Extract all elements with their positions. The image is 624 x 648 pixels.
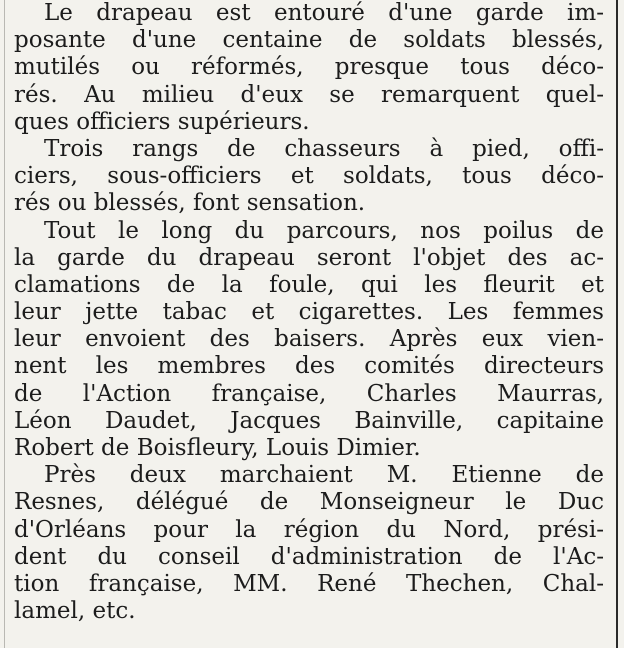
text-line: Tout le long du parcours, nos poilus de <box>44 217 604 244</box>
text-line: ciers, sous-officiers et soldats, tous déco- <box>14 163 604 190</box>
paragraph-guard <box>14 0 604 136</box>
text-line: dent du conseil d'administration de l'Ac- <box>14 543 604 570</box>
article-column <box>14 0 604 625</box>
text-line: posante d'une centaine de soldats blessés, <box>14 27 604 54</box>
paragraph-parcours <box>14 218 604 463</box>
text-line: mutilés ou réformés, presque tous déco- <box>14 54 604 81</box>
text-line: tion française, MM. René Thechen, Chal- <box>14 570 604 597</box>
text-line: Léon Daudet, Jacques Bainville, capitaine <box>14 407 604 434</box>
text-line: Trois rangs de chasseurs à pied, offi- <box>44 135 604 162</box>
text-line: Robert de Boisfleury, Louis Dimier. <box>14 435 421 461</box>
text-line: de l'Action française, Charles Maurras, <box>14 380 604 407</box>
text-line: nent les membres des comités directeurs <box>14 353 604 380</box>
text-line: ques officiers supérieurs. <box>14 108 310 135</box>
text-line: rés ou blessés, font sensation. <box>14 190 366 217</box>
text-line: lamel, etc. <box>14 598 136 625</box>
text-line: la garde du drapeau seront l'objet des ac- <box>14 244 604 271</box>
text-line: d'Orléans pour la région du Nord, prési- <box>14 516 604 543</box>
text-line: rés. Au milieu d'eux se remarquent quel- <box>14 81 604 108</box>
left-column-edge <box>4 0 5 648</box>
text-line: Resnes, délégué de Monseigneur le Duc <box>14 489 604 516</box>
text-line: clamations de la foule, qui les fleurit et <box>14 271 604 298</box>
text-line: Près deux marchaient M. Etienne de <box>44 462 604 489</box>
paragraph-delegation <box>14 462 604 625</box>
text-line: leur jette tabac et cigarettes. Les femmes <box>14 299 604 326</box>
paragraph-chasseurs <box>14 136 604 218</box>
text-line: leur envoient des baisers. Après eux vien- <box>14 326 604 353</box>
column-rule <box>616 0 618 648</box>
text-line: Le drapeau est entouré d'une garde im- <box>44 0 604 26</box>
